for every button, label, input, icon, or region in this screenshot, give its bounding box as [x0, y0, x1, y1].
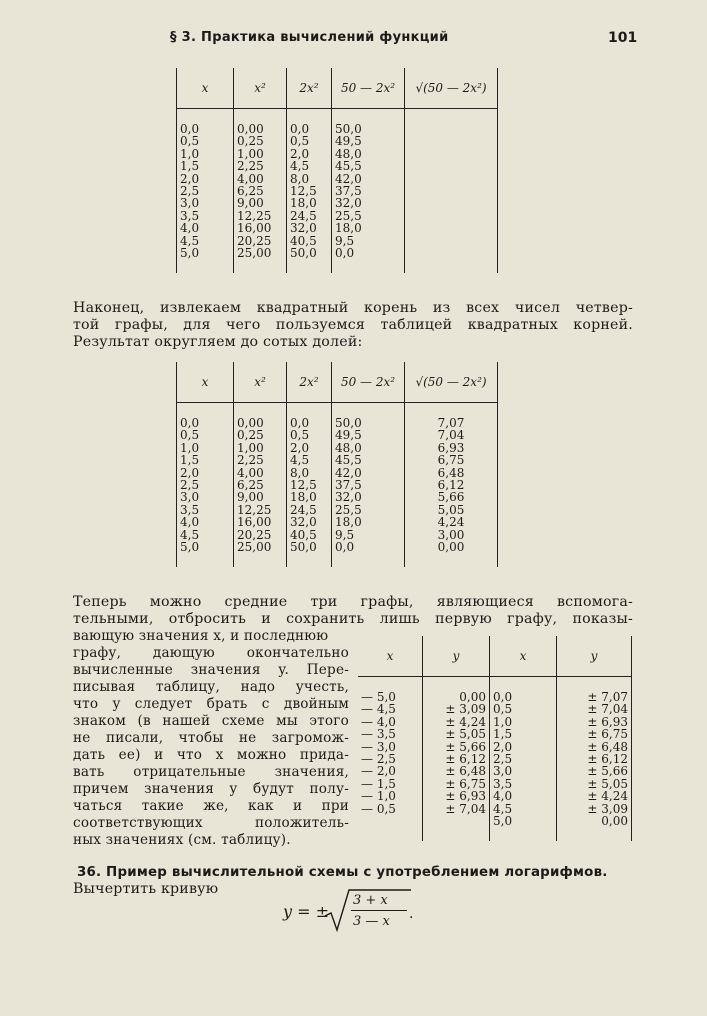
table-row [177, 491, 498, 503]
table-cell: 1,00 [234, 148, 287, 160]
table-cell: 0,00 [557, 815, 632, 841]
table-cell: 4,5 [490, 803, 557, 815]
table-cell: 32,0 [332, 197, 405, 209]
table-cell: 0,0 [177, 403, 234, 430]
table-cell: 1,0 [177, 442, 234, 454]
table-cell: 4,00 [234, 467, 287, 479]
col-header: y [423, 636, 490, 677]
table-cell: 2,0 [287, 442, 332, 454]
text-line: графу, дающую окончательно [73, 645, 349, 661]
table-cell: 3,5 [177, 210, 234, 222]
table-cell: 49,5 [332, 429, 405, 441]
table-cell [405, 235, 498, 247]
table-cell: 18,0 [332, 222, 405, 234]
table-cell: 8,0 [287, 467, 332, 479]
col-header: x [490, 636, 557, 677]
table-cell [405, 210, 498, 222]
table-cell: 9,5 [332, 529, 405, 541]
table-cell: ± 6,48 [557, 741, 632, 753]
table-cell: 4,5 [177, 529, 234, 541]
table-cell: ± 4,24 [423, 716, 490, 728]
table-cell: 0,25 [234, 429, 287, 441]
paragraph-discard-columns [73, 594, 633, 628]
table-cell: 4,00 [234, 173, 287, 185]
table-row [358, 703, 632, 715]
computation-table-full [176, 362, 498, 567]
table-cell: 3,5 [177, 504, 234, 516]
table-cell: 4,0 [490, 790, 557, 802]
table-cell: 48,0 [332, 442, 405, 454]
table-cell: ± 5,05 [557, 778, 632, 790]
table-cell: 2,0 [287, 148, 332, 160]
table-cell: 4,24 [405, 516, 498, 528]
formula-lhs: y = ± [283, 902, 330, 921]
table-cell: 5,66 [405, 491, 498, 503]
table-cell: — 3,5 [361, 727, 396, 742]
table-cell: 18,0 [287, 197, 332, 209]
table-cell: 42,0 [332, 467, 405, 479]
table-cell: 2,0 [490, 741, 557, 753]
text-line: вычисленные значения y. Пере- [73, 662, 349, 678]
paragraph-extract-root [73, 300, 633, 351]
table-cell: 3,0 [177, 197, 234, 209]
table-cell: 12,25 [234, 210, 287, 222]
table-cell: 0,00 [405, 541, 498, 567]
text-line: дать ее) и что x можно прида- [73, 747, 349, 763]
table-cell: 24,5 [287, 504, 332, 516]
col-header: 2x² [287, 362, 332, 403]
table-row [358, 677, 632, 704]
table-row [177, 247, 498, 273]
table-cell: 49,5 [332, 135, 405, 147]
table-cell: 1,5 [177, 454, 234, 466]
table-cell: 6,93 [405, 442, 498, 454]
text-line: писывая таблицу, надо учесть, [73, 679, 349, 695]
table-cell: 20,25 [234, 235, 287, 247]
table-cell: 20,25 [234, 529, 287, 541]
table-cell [405, 160, 498, 172]
table-cell: 7,07 [405, 403, 498, 430]
table-cell: 12,5 [287, 479, 332, 491]
table-cell: 16,00 [234, 222, 287, 234]
col-header: y [557, 636, 632, 677]
table-cell: ± 4,24 [557, 790, 632, 802]
table-cell: 37,5 [332, 479, 405, 491]
text-line: той графы, для чего пользуемся таблицей квадратных корней. [73, 317, 633, 333]
table-row [177, 109, 498, 136]
table-cell: 5,0 [177, 247, 234, 273]
table-cell: 6,75 [405, 454, 498, 466]
table-cell: 45,5 [332, 454, 405, 466]
table-cell [405, 135, 498, 147]
text-line: знаком (в нашей схеме мы этого [73, 713, 349, 729]
table-cell: 32,0 [287, 516, 332, 528]
table-cell: — 2,5 [361, 752, 396, 767]
text-line: вать отрицательные значения, [73, 764, 349, 780]
table-cell [405, 197, 498, 209]
table-cell: 32,0 [287, 222, 332, 234]
table-row [177, 222, 498, 234]
col-header: x [177, 362, 234, 403]
table-cell: 4,0 [177, 222, 234, 234]
table-cell: 12,5 [287, 185, 332, 197]
table-row [177, 197, 498, 209]
table-cell: ± 6,75 [557, 728, 632, 740]
example-number: 36. [77, 865, 102, 880]
table-row [358, 790, 632, 802]
table-cell: 42,0 [332, 173, 405, 185]
col-header: √(50 — 2x²) [405, 68, 498, 109]
table-cell: 7,04 [405, 429, 498, 441]
computation-table-partial [176, 68, 498, 273]
table-cell: ± 5,05 [423, 728, 490, 740]
table-cell: 16,00 [234, 516, 287, 528]
text-line: вающую значения x, и последнюю [73, 628, 329, 644]
table-cell: 2,5 [490, 753, 557, 765]
table-row [177, 403, 498, 430]
table-cell: 25,00 [234, 247, 287, 273]
table-cell: 50,0 [332, 403, 405, 430]
table-cell: 0,00 [234, 109, 287, 136]
table-cell: 0,5 [177, 429, 234, 441]
fraction-bar [351, 910, 407, 911]
formula-numerator: 3 + x [353, 893, 388, 908]
table-cell: 4,0 [177, 516, 234, 528]
col-header: x² [234, 362, 287, 403]
table-cell: 9,00 [234, 491, 287, 503]
table-cell: ± 7,04 [423, 803, 490, 815]
table-cell: 3,0 [490, 765, 557, 777]
table-cell: ± 6,12 [557, 753, 632, 765]
table-cell: 48,0 [332, 148, 405, 160]
table-cell: 18,0 [287, 491, 332, 503]
table-cell: 0,5 [287, 429, 332, 441]
text-line: что y следует брать с двойным [73, 696, 349, 712]
table-cell: 1,0 [177, 148, 234, 160]
col-header: x [177, 68, 234, 109]
formula-root-expression [283, 888, 423, 934]
table-cell: 1,0 [490, 716, 557, 728]
table-cell: 5,0 [490, 815, 557, 841]
table-cell: ± 3,09 [423, 703, 490, 715]
text-line: ных значениях (см. таблицу). [73, 832, 291, 848]
table-row [177, 135, 498, 147]
table-cell: — 2,0 [361, 764, 396, 779]
table-cell: — 5,0 [361, 690, 396, 704]
formula-denominator: 3 — x [353, 914, 390, 929]
table-cell: ± 3,09 [557, 803, 632, 815]
col-header: 50 — 2x² [332, 362, 405, 403]
table-cell: ± 7,04 [557, 703, 632, 715]
table-cell: 40,5 [287, 235, 332, 247]
table-row [177, 516, 498, 528]
text-line: Наконец, извлекаем квадратный корень из всех чисел четвер- [73, 300, 633, 316]
table-cell: 5,0 [177, 541, 234, 567]
table-cell [423, 815, 490, 841]
table-cell [405, 148, 498, 160]
col-header: x² [234, 68, 287, 109]
table-cell: 50,0 [287, 541, 332, 567]
table-row [177, 429, 498, 441]
table-cell: 50,0 [287, 247, 332, 273]
table-cell: 32,0 [332, 491, 405, 503]
table-cell: 1,5 [490, 728, 557, 740]
text-line: соответствующих положитель- [73, 815, 349, 831]
formula-end: . [409, 906, 414, 922]
table-cell: — 4,5 [361, 702, 396, 717]
table-cell: 25,00 [234, 541, 287, 567]
table-cell: 5,05 [405, 504, 498, 516]
col-header: x [358, 636, 423, 677]
page-number: 101 [608, 30, 638, 46]
table-cell: 1,5 [177, 160, 234, 172]
table-row [177, 160, 498, 172]
table-cell: 8,0 [287, 173, 332, 185]
table-cell: 3,5 [490, 778, 557, 790]
table-cell: 12,25 [234, 504, 287, 516]
table-cell [405, 222, 498, 234]
table-cell: — 3,0 [361, 739, 396, 754]
table-cell: 6,25 [234, 479, 287, 491]
text-line: Теперь можно средние три графы, являющиеся вспомога- [73, 594, 633, 610]
text-line: не писали, чтобы не загромож- [73, 730, 349, 746]
col-header: 50 — 2x² [332, 68, 405, 109]
table-row [177, 454, 498, 466]
table-cell: 0,0 [177, 109, 234, 136]
table-cell: 4,5 [177, 235, 234, 247]
table-row [358, 728, 632, 740]
table-row [358, 765, 632, 777]
table-cell: ± 7,07 [557, 677, 632, 704]
table-cell: 2,0 [177, 467, 234, 479]
table-cell: 2,5 [177, 479, 234, 491]
table-cell: ± 6,93 [557, 716, 632, 728]
table-cell: 40,5 [287, 529, 332, 541]
text-line: Результат округляем до сотых долей: [73, 334, 363, 350]
text-line: чаться такие же, как и при [73, 798, 349, 814]
table-cell: 50,0 [332, 109, 405, 136]
table-cell: 0,0 [332, 247, 405, 273]
table-cell: 6,25 [234, 185, 287, 197]
col-header: √(50 — 2x²) [405, 362, 498, 403]
table-cell [405, 173, 498, 185]
table-cell: 4,5 [287, 454, 332, 466]
table-cell: 25,5 [332, 504, 405, 516]
table-cell: 1,00 [234, 442, 287, 454]
table-cell: 2,0 [177, 173, 234, 185]
col-header: 2x² [287, 68, 332, 109]
table-cell: 4,5 [287, 160, 332, 172]
table-cell: 0,25 [234, 135, 287, 147]
table-cell: — 1,0 [361, 789, 396, 804]
table-cell: 3,00 [405, 529, 498, 541]
table-cell: 2,25 [234, 160, 287, 172]
table-cell: 0,0 [287, 403, 332, 430]
table-row [177, 541, 498, 567]
table-cell: 2,5 [177, 185, 234, 197]
table-cell: ± 6,48 [423, 765, 490, 777]
text-line: тельными, отбросить и сохранить лишь первую графу, показы- [73, 611, 633, 627]
table-cell: ± 5,66 [423, 741, 490, 753]
table-cell: — 4,0 [361, 714, 396, 729]
table-cell: 45,5 [332, 160, 405, 172]
text-line: причем значения y будут полу- [73, 781, 349, 797]
table-cell [358, 815, 423, 841]
table-cell: — 1,5 [361, 776, 396, 791]
table-cell: 24,5 [287, 210, 332, 222]
table-cell: 0,00 [423, 677, 490, 704]
table-cell: 37,5 [332, 185, 405, 197]
table-cell: 9,00 [234, 197, 287, 209]
table-cell: 0,0 [490, 677, 557, 704]
final-xy-table [358, 636, 632, 841]
table-cell: — 0,5 [361, 801, 396, 816]
table-cell [405, 109, 498, 136]
running-header: § 3. Практика вычислений функций [170, 30, 449, 45]
table-cell: 9,5 [332, 235, 405, 247]
table-cell: ± 6,12 [423, 753, 490, 765]
table-cell: 6,12 [405, 479, 498, 491]
table-cell: ± 6,75 [423, 778, 490, 790]
table-cell: 25,5 [332, 210, 405, 222]
table-cell: 18,0 [332, 516, 405, 528]
table-cell: 0,5 [287, 135, 332, 147]
paragraph-sign-note [73, 628, 349, 849]
table-cell [405, 185, 498, 197]
table-row [358, 815, 632, 841]
table-cell: 2,25 [234, 454, 287, 466]
table-cell: 0,5 [177, 135, 234, 147]
table-cell: ± 5,66 [557, 765, 632, 777]
table-cell: 0,0 [287, 109, 332, 136]
table-cell [405, 247, 498, 273]
table-cell: 0,00 [234, 403, 287, 430]
example-text: Вычертить кривую [73, 881, 219, 897]
table-cell: 0,0 [332, 541, 405, 567]
table-cell: 6,48 [405, 467, 498, 479]
table-cell: 3,0 [177, 491, 234, 503]
table-cell: 0,5 [490, 703, 557, 715]
table-cell: ± 6,93 [423, 790, 490, 802]
example-title: Пример вычислительной схемы с употреблением логарифмов. [106, 865, 608, 880]
